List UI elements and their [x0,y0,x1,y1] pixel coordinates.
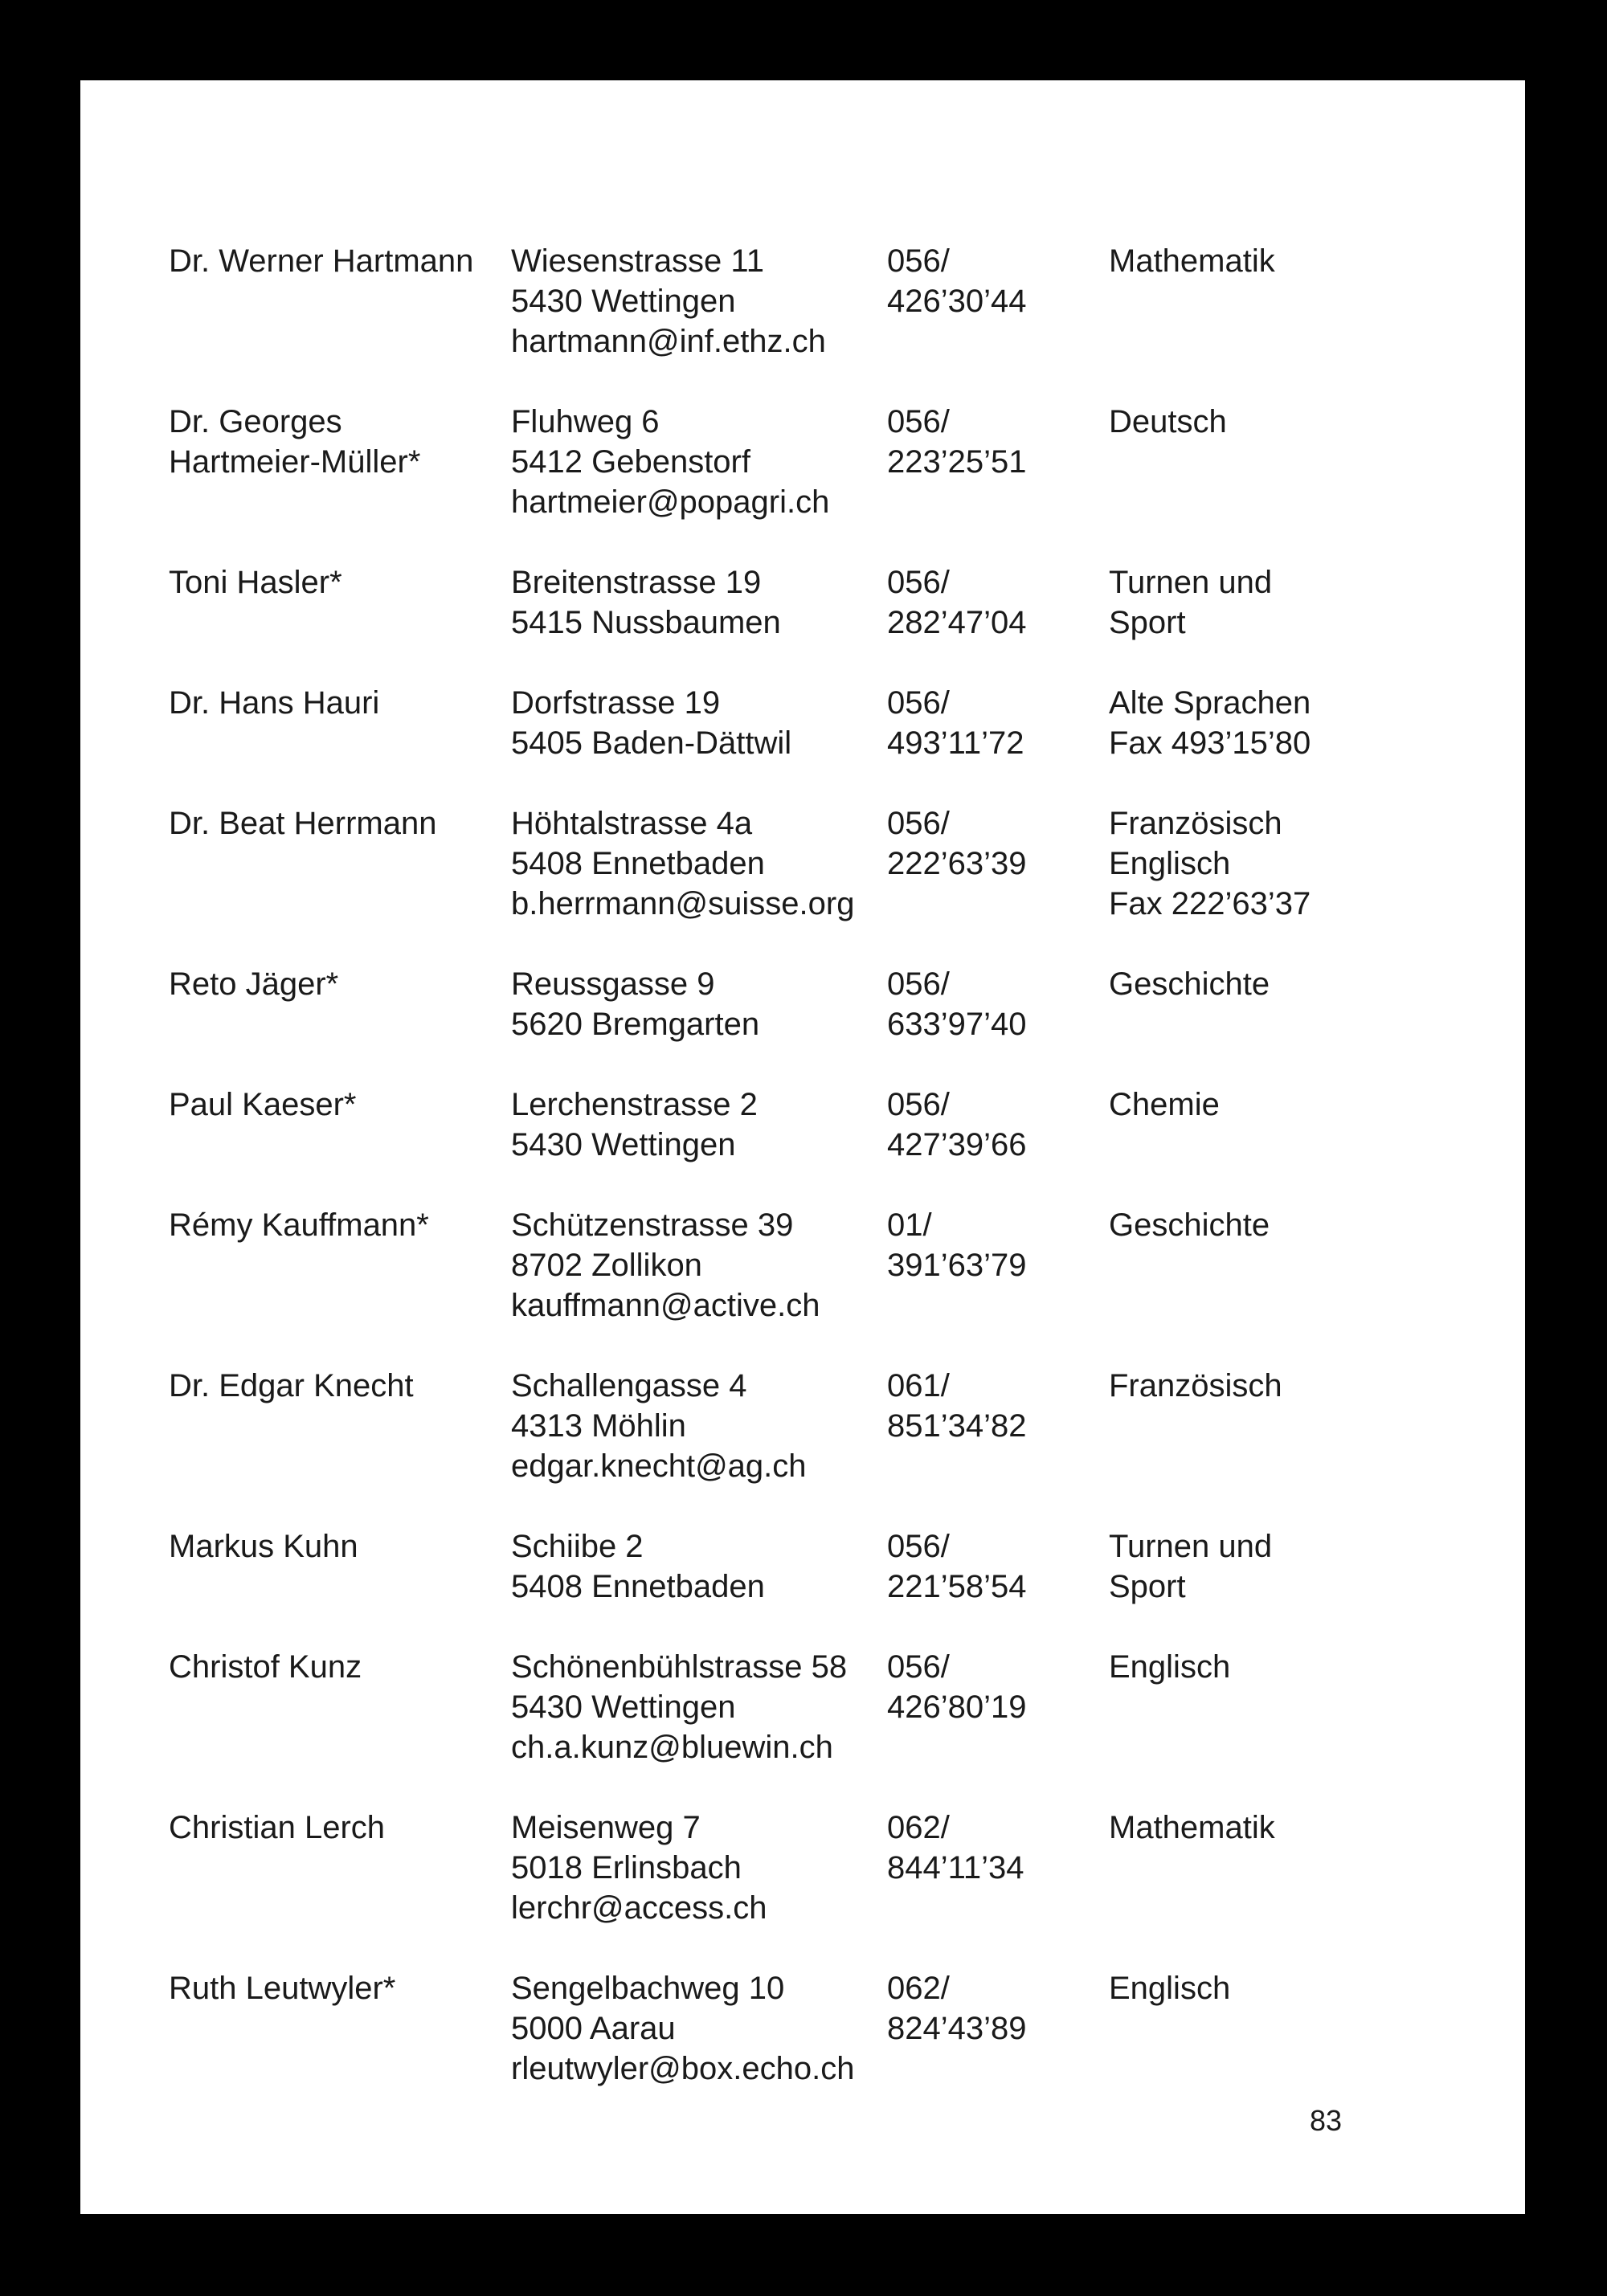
entry-address [511,1808,887,1928]
entry-address-line: Schallengasse 4 [511,1368,747,1403]
entry-phone [887,1366,1109,1486]
entry-name-line: Paul Kaeser* [169,1087,357,1122]
entry-phone-line: 851’34’82 [887,1408,1027,1444]
entry-name [169,1205,511,1326]
entry-phone-line: 056/ [887,685,950,721]
entry-phone-line: 282’47’04 [887,605,1027,640]
entry-phone-line: 222’63’39 [887,846,1027,881]
entry-phone-line: 633’97’40 [887,1007,1027,1042]
directory-entry [169,803,1454,924]
entry-subject-line: Fax 222’63’37 [1109,886,1311,921]
entry-address-line: edgar.knecht@ag.ch [511,1448,807,1484]
entry-phone-line: 426’80’19 [887,1689,1027,1725]
entry-phone [887,562,1109,643]
entry-name-line: Dr. Beat Herrmann [169,806,437,841]
entry-name [169,1366,511,1486]
directory-entry [169,1808,1454,1928]
entry-address-line: Breitenstrasse 19 [511,565,762,600]
entry-phone [887,1968,1109,2089]
entry-subject-line: Sport [1109,605,1186,640]
entry-phone-line: 493’11’72 [887,725,1024,761]
entry-address [511,1526,887,1607]
entry-address-line: Lerchenstrasse 2 [511,1087,758,1122]
entry-address [511,964,887,1044]
entry-name-line: Toni Hasler* [169,565,342,600]
entry-name [169,683,511,763]
entry-name [169,1968,511,2089]
entry-phone [887,1526,1109,1607]
entry-phone-line: 056/ [887,966,950,1002]
entry-subject-line: Französisch [1109,806,1282,841]
entry-address [511,803,887,924]
entry-phone [887,1808,1109,1928]
entry-address-line: ch.a.kunz@bluewin.ch [511,1730,833,1765]
entry-name [169,1808,511,1928]
entry-name-line: Markus Kuhn [169,1529,358,1564]
entry-name [169,1085,511,1165]
entry-address [511,1968,887,2089]
entry-phone [887,683,1109,763]
entry-address-line: Schiibe 2 [511,1529,644,1564]
entry-phone-line: 056/ [887,565,950,600]
entry-address-line: Reussgasse 9 [511,966,715,1002]
entry-name-line: Hartmeier-Müller* [169,444,421,480]
entry-name [169,803,511,924]
entry-subject-line: Geschichte [1109,966,1270,1002]
entry-subject-line: Chemie [1109,1087,1220,1122]
entry-subject-line: Französisch [1109,1368,1282,1403]
entry-subject-line: Turnen und [1109,1529,1273,1564]
directory-entry [169,1085,1454,1165]
entry-name-line: Reto Jäger* [169,966,339,1002]
entry-phone-line: 056/ [887,404,950,439]
entry-name-line: Ruth Leutwyler* [169,1971,396,2006]
entry-subject-line: Deutsch [1109,404,1227,439]
directory-entry [169,241,1454,362]
entry-name [169,1647,511,1767]
directory-entry [169,1205,1454,1326]
entry-address-line: 5430 Wettingen [511,1689,736,1725]
entry-address-line: 5018 Erlinsbach [511,1850,742,1885]
entry-address [511,562,887,643]
entry-address-line: Meisenweg 7 [511,1810,701,1845]
entry-address-line: rleutwyler@box.echo.ch [511,2051,855,2086]
entry-phone [887,1647,1109,1767]
entry-subject-line: Fax 493’15’80 [1109,725,1311,761]
entry-subject [1109,1647,1454,1767]
entry-subject-line: Sport [1109,1569,1186,1604]
entry-phone-line: 223’25’51 [887,444,1027,480]
page-number: 83 [1310,2104,1343,2137]
entry-address [511,1647,887,1767]
entry-address-line: 4313 Möhlin [511,1408,686,1444]
entry-address-line: 5408 Ennetbaden [511,846,765,881]
entry-phone-line: 824’43’89 [887,2011,1027,2046]
entry-subject-line: Alte Sprachen [1109,685,1311,721]
entry-subject [1109,1366,1454,1486]
entry-address-line: 5430 Wettingen [511,1127,736,1162]
entry-address [511,402,887,522]
entry-address [511,683,887,763]
directory-entry [169,683,1454,763]
entry-subject-line: Mathematik [1109,243,1275,279]
entry-address-line: 5408 Ennetbaden [511,1569,765,1604]
entry-phone [887,1205,1109,1326]
entry-subject-line: Englisch [1109,846,1231,881]
directory-entry [169,1366,1454,1486]
entry-phone-line: 062/ [887,1971,950,2006]
entry-phone-line: 056/ [887,806,950,841]
directory-entry [169,402,1454,522]
entry-name [169,1526,511,1607]
entry-phone-line: 844’11’34 [887,1850,1024,1885]
entry-subject-line: Mathematik [1109,1810,1275,1845]
entry-subject-line: Englisch [1109,1971,1231,2006]
entry-phone-line: 221’58’54 [887,1569,1027,1604]
entry-subject [1109,562,1454,643]
entry-name [169,964,511,1044]
entry-name-line: Dr. Georges [169,404,342,439]
entry-phone [887,803,1109,924]
entry-subject-line: Turnen und [1109,565,1273,600]
entry-address-line: lerchr@access.ch [511,1890,767,1926]
entry-subject [1109,241,1454,362]
entry-address-line: 5000 Aarau [511,2011,676,2046]
entry-subject [1109,803,1454,924]
directory-entry [169,1526,1454,1607]
entry-phone-line: 056/ [887,1529,950,1564]
entry-subject [1109,1085,1454,1165]
entry-subject [1109,964,1454,1044]
entry-subject [1109,1808,1454,1928]
entry-address [511,241,887,362]
entry-subject [1109,683,1454,763]
entry-address-line: b.herrmann@suisse.org [511,886,855,921]
entry-address-line: 5430 Wettingen [511,284,736,319]
directory-entry [169,1647,1454,1767]
entry-address-line: Dorfstrasse 19 [511,685,721,721]
directory-entry [169,964,1454,1044]
entry-phone [887,402,1109,522]
entry-address-line: 8702 Zollikon [511,1248,702,1283]
entry-phone [887,964,1109,1044]
entry-address-line: 5412 Gebenstorf [511,444,750,480]
entry-phone-line: 062/ [887,1810,950,1845]
entry-phone-line: 01/ [887,1207,932,1243]
entry-address-line: Schönenbühlstrasse 58 [511,1649,848,1685]
entry-address-line: Fluhweg 6 [511,404,660,439]
entry-phone-line: 426’30’44 [887,284,1027,319]
entry-address [511,1366,887,1486]
entry-address-line: 5415 Nussbaumen [511,605,781,640]
entry-address [511,1085,887,1165]
entry-name-line: Christian Lerch [169,1810,386,1845]
entry-subject [1109,1205,1454,1326]
entry-address-line: hartmann@inf.ethz.ch [511,324,826,359]
entry-phone-line: 391’63’79 [887,1248,1027,1283]
entry-phone-line: 056/ [887,243,950,279]
entry-address-line: 5620 Bremgarten [511,1007,760,1042]
entry-name [169,402,511,522]
entry-phone-line: 056/ [887,1649,950,1685]
entry-subject [1109,402,1454,522]
entry-phone [887,241,1109,362]
entry-name-line: Rémy Kauffmann* [169,1207,429,1243]
entry-name-line: Dr. Hans Hauri [169,685,380,721]
entry-phone-line: 427’39’66 [887,1127,1027,1162]
entry-address-line: Schützenstrasse 39 [511,1207,794,1243]
entry-address-line: kauffmann@active.ch [511,1288,820,1323]
directory-list [169,241,1454,2089]
entry-phone-line: 061/ [887,1368,950,1403]
entry-name [169,241,511,362]
directory-entry [169,1968,1454,2089]
entry-name-line: Dr. Edgar Knecht [169,1368,414,1403]
entry-subject [1109,1968,1454,2089]
entry-subject-line: Englisch [1109,1649,1231,1685]
entry-address-line: Wiesenstrasse 11 [511,243,764,279]
entry-subject [1109,1526,1454,1607]
entry-address-line: 5405 Baden-Dättwil [511,725,792,761]
entry-name [169,562,511,643]
document-page [80,80,1525,2214]
entry-address [511,1205,887,1326]
entry-address-line: Sengelbachweg 10 [511,1971,785,2006]
entry-phone-line: 056/ [887,1087,950,1122]
entry-phone [887,1085,1109,1165]
entry-address-line: Höhtalstrasse 4a [511,806,753,841]
entry-address-line: hartmeier@popagri.ch [511,484,830,520]
entry-name-line: Dr. Werner Hartmann [169,243,474,279]
directory-entry [169,562,1454,643]
entry-name-line: Christof Kunz [169,1649,362,1685]
entry-subject-line: Geschichte [1109,1207,1270,1243]
